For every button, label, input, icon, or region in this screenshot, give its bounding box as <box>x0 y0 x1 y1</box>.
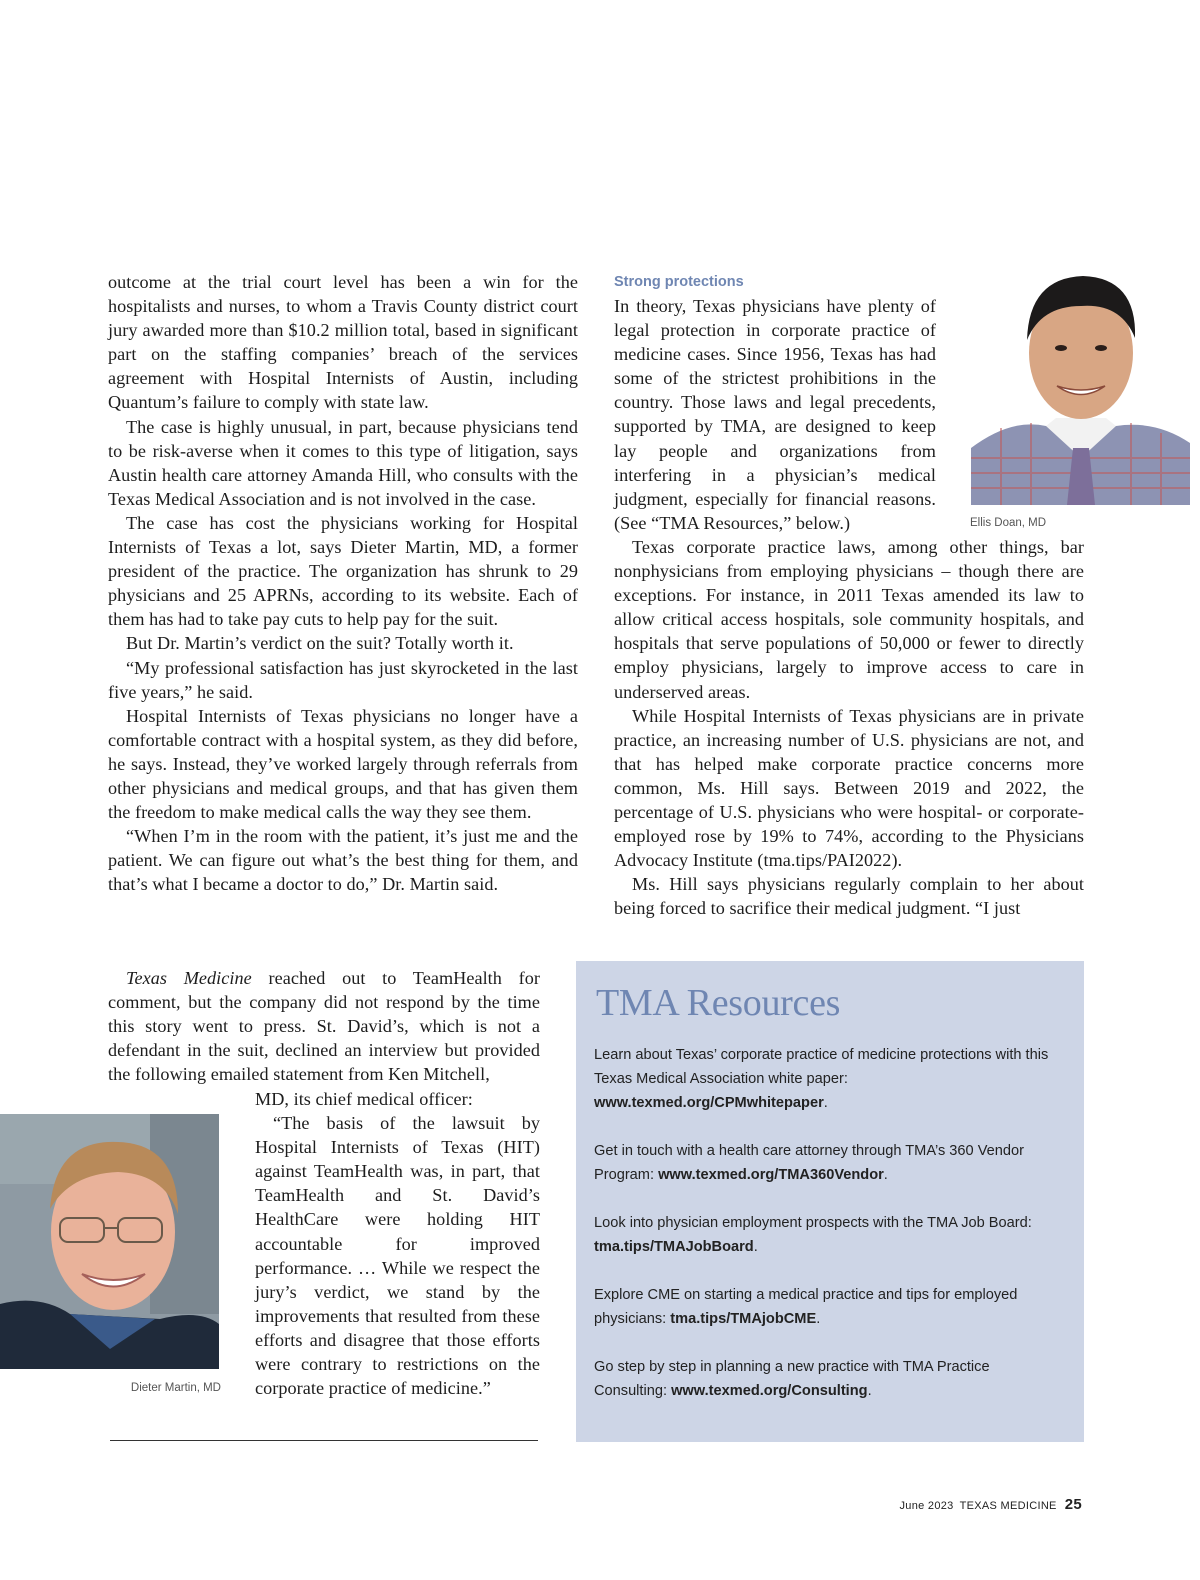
body-paragraph: The case is highly unusual, in part, because physicians tend to be risk-averse when it comes to this type of litigation, says Austin health care attorney Amanda Hill, who consults with the Texas Medical Association and is not involved in the case. <box>108 416 578 509</box>
resource-text: Get in touch with a health care attorney through TMA’s 360 Vendor Program: <box>594 1143 1024 1183</box>
body-paragraph: While Hospital Internists of Texas physicians are in private practice, an increasing number of U.S. physicians are not, and that has helped make corporate practice concerns more common, Ms. Hill says. Between 2019 and 2022, the percentage of U.S. physicians who were hospital- or corporate-employed rose by 19% to 74%, according to the Physicians Advocacy Institute (tma.tips/PAI2022). <box>614 705 1084 871</box>
resource-link[interactable]: www.texmed.org/Consulting <box>671 1383 868 1399</box>
photo-caption-martin: Dieter Martin, MD <box>130 1382 221 1394</box>
column-divider-rule <box>110 1440 538 1441</box>
section-heading: Strong protections <box>614 274 744 290</box>
resource-item: Learn about Texas’ corporate practice of medicine protections with this Texas Medical Association white paper: www.texmed.org/CPMwhitepaper. <box>594 1047 1049 1111</box>
resource-item: Go step by step in planning a new practice with TMA Practice Consulting: www.texmed.org/Consulting. <box>594 1359 990 1399</box>
photo-ellis-doan <box>971 258 1190 505</box>
body-paragraph: outcome at the trial court level has been a win for the hospitalists and nurses, to whom a Travis County district court jury awarded more than $10.2 million total, based in significant part on the staffing companies’ breach of the services agreement with Hospital Internists of Austin, including Quantum’s failure to comply with state law. <box>108 272 578 413</box>
body-paragraph: Ms. Hill says physicians regularly complain to her about being forced to sacrifice their medical judgment. “I just <box>614 874 1084 919</box>
resource-text: Go step by step in planning a new practice with TMA Practice Consulting: <box>594 1359 990 1399</box>
right-column-top <box>614 294 936 535</box>
issue-date: June 2023 <box>899 1500 954 1512</box>
page-footer <box>900 1496 1083 1513</box>
resource-text: Look into physician employment prospects with the TMA Job Board: <box>594 1215 1032 1231</box>
statement-intro-paragraph <box>108 966 540 1086</box>
magazine-name: TEXAS MEDICINE <box>959 1500 1057 1512</box>
publication-name: Texas Medicine <box>126 968 252 988</box>
resource-item: Explore CME on starting a medical practice and tips for employed physicians: tma.tips/TMAjobCME. <box>594 1287 1018 1327</box>
body-paragraph: Texas corporate practice laws, among other things, bar nonphysicians from employing physicians – though there are exceptions. For instance, in 2011 Texas amended its law to allow critical access hospitals, sole community hospitals, and hospitals that serve populations of 50,000 or fewer to directly employ physicians, largely to improve access to care in underserved areas. <box>614 537 1084 702</box>
statement-intro-text: reached out to TeamHealth for comment, but the company did not respond by the time this story went to press. St. David’s, which is not a defendant in the suit, declined an interview but provided the following emailed statement from Ken Mitchell, <box>108 968 540 1085</box>
resource-link[interactable]: www.texmed.org/TMA360Vendor <box>658 1167 884 1183</box>
portrait-image <box>0 1114 219 1369</box>
body-paragraph: The case has cost the physicians working for Hospital Internists of Texas a lot, says Dieter Martin, MD, a former president of the practice. The organization has shrunk to 29 physicians and 25 APRNs, according to its website. Each of them has had to take pay cuts to help pay for the suit. <box>108 512 578 630</box>
left-column-narrow <box>108 966 540 1086</box>
page-number: 25 <box>1064 1496 1082 1513</box>
photo-caption-doan: Ellis Doan, MD <box>970 517 1047 529</box>
resource-item: Look into physician employment prospects with the TMA Job Board: tma.tips/TMAJobBoard. <box>594 1215 1032 1255</box>
body-paragraph: “My professional satisfaction has just skyrocketed in the last five years,” he said. <box>108 657 578 702</box>
resource-text: Learn about Texas’ corporate practice of medicine protections with this Texas Medical Association white paper: <box>594 1047 1049 1087</box>
mitchell-quote: “The basis of the lawsuit by Hospital Internists of Texas (HIT) against TeamHealth was, in part, that TeamHealth and St. David’s HealthCare were holding HIT accountable for improved performance. … While we respect the jury’s verdict, we stand by the improvements that resulted from these efforts and disagree that those efforts were contrary to restrictions on the corporate practice of medicine.” <box>255 1113 540 1399</box>
body-paragraph: But Dr. Martin’s verdict on the suit? Totally worth it. <box>126 633 514 654</box>
resource-link[interactable]: www.texmed.org/CPMwhitepaper <box>594 1095 824 1111</box>
tma-resources-box <box>576 961 1084 1442</box>
resource-item: Get in touch with a health care attorney through TMA’s 360 Vendor Program: www.texmed.org/TMA360Vendor. <box>594 1143 1024 1183</box>
body-paragraph: In theory, Texas physicians have plenty of legal protection in corporate practice of medicine cases. Since 1956, Texas has had some of the strictest prohibitions in the country. Those laws and legal precedents, supported by TMA, are designed to keep lay people and organizations from interfering in a physician’s medical judgment, especially for financial reasons. (See “TMA Resources,” below.) <box>614 296 936 533</box>
body-paragraph: Hospital Internists of Texas physicians no longer have a comfortable contract with a hospital system, as they did before, he says. Instead, they’ve worked largely through referrals from other physicians and medical groups, and that has given them the freedom to make medical calls the way they see them. <box>108 705 578 823</box>
body-paragraph: “When I’m in the room with the patient, it’s just me and the patient. We can figure out what’s the best thing for them, and that’s what I became a doctor to do,” Dr. Martin said. <box>108 826 578 895</box>
photo-dieter-martin <box>0 1114 219 1369</box>
resource-text: Explore CME on starting a medical practice and tips for employed physicians: <box>594 1287 1018 1327</box>
right-column <box>614 535 1084 921</box>
left-column-quote <box>255 1087 540 1400</box>
resources-title: TMA Resources <box>596 982 841 1024</box>
statement-continuation: MD, its chief medical officer: <box>255 1089 473 1109</box>
portrait-image <box>971 258 1190 505</box>
resource-link[interactable]: tma.tips/TMAjobCME <box>670 1311 817 1327</box>
resource-link[interactable]: tma.tips/TMAJobBoard <box>594 1239 754 1255</box>
left-column <box>108 270 578 896</box>
